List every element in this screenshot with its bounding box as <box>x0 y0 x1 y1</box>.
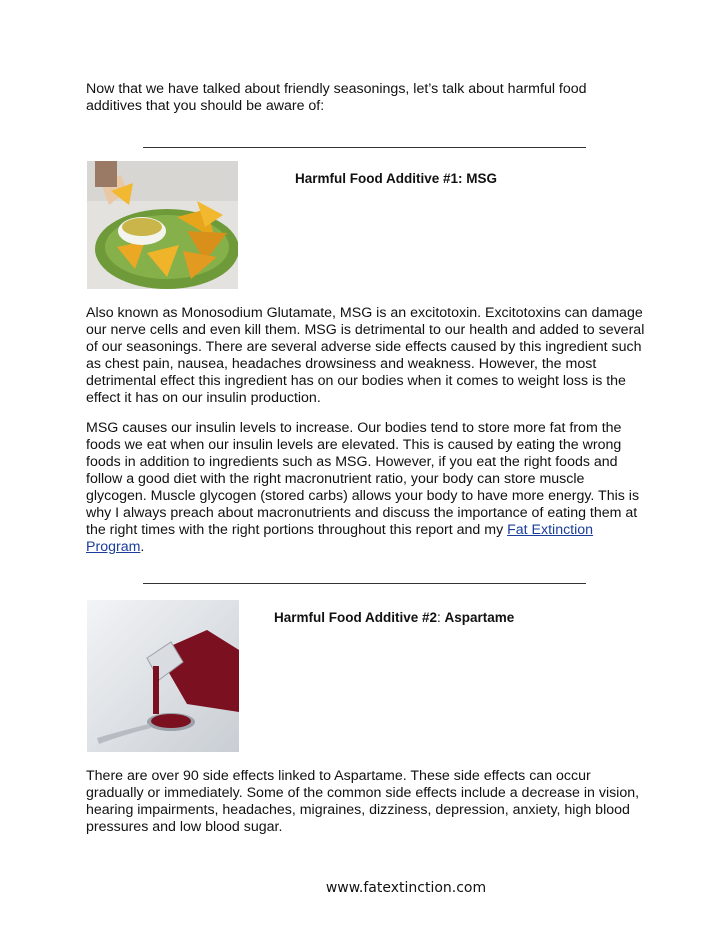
msg-paragraph-2-end: . <box>140 539 145 555</box>
msg-paragraph-2 <box>86 420 646 556</box>
msg-section-heading: Harmful Food Additive #1: MSG <box>295 171 498 186</box>
aspartame-image <box>87 600 239 752</box>
aspartame-heading-part-1: Harmful Food Additive #2 <box>274 610 438 625</box>
aspartame-heading-part-2: Aspartame <box>444 610 515 625</box>
syrup-spoon-illustration <box>87 600 239 752</box>
aspartame-paragraph: There are over 90 side effects linked to Aspartame. These side effects can occur gradually or immediately. Some of the common side effects include a decrease in vision, hearing impairments, headaches, migraines, dizziness, depression, anxiety, high blood pressures and low blood sugar. <box>86 768 640 835</box>
fat-extinction-program-link[interactable]: Fat Extinction Program <box>86 522 594 555</box>
msg-food-image <box>87 161 238 289</box>
msg-paragraph-2-text: MSG causes our insulin levels to increase. Our bodies tend to store more fat from the foods we eat when our insulin levels are elevated. This is caused by eating the wrong foods in addition to ingredients such as MSG. However, if you eat the right foods and follow a good diet with the right macronutrient ratio, your body can store muscle glycogen. Muscle glycogen (stored carbs) allows your body to have more energy. This is why I always preach about macronutrients and discuss the importance of eating them at the right times with the right portions throughout this report and my <box>86 420 640 538</box>
section-divider <box>143 583 586 584</box>
footer-url: www.fatextinction.com <box>325 880 487 896</box>
aspartame-heading-colon: : <box>437 610 445 625</box>
aspartame-section-heading <box>274 609 514 626</box>
chips-dip-illustration <box>87 161 238 289</box>
section-divider <box>143 147 586 148</box>
intro-paragraph: Now that we have talked about friendly seasonings, let’s talk about harmful food additives that you should be aware of: <box>86 81 587 114</box>
msg-paragraph-1: Also known as Monosodium Glutamate, MSG is an excitotoxin. Excitotoxins can damage our nerve cells and even kill them. MSG is detrimental to our health and added to several of our seasonings. There are several adverse side effects caused by this ingredient such as chest pain, nausea, headaches drowsiness and weakness. However, the most detrimental effect this ingredient has on our bodies when it comes to weight loss is the effect it has on our insulin production. <box>86 305 645 406</box>
